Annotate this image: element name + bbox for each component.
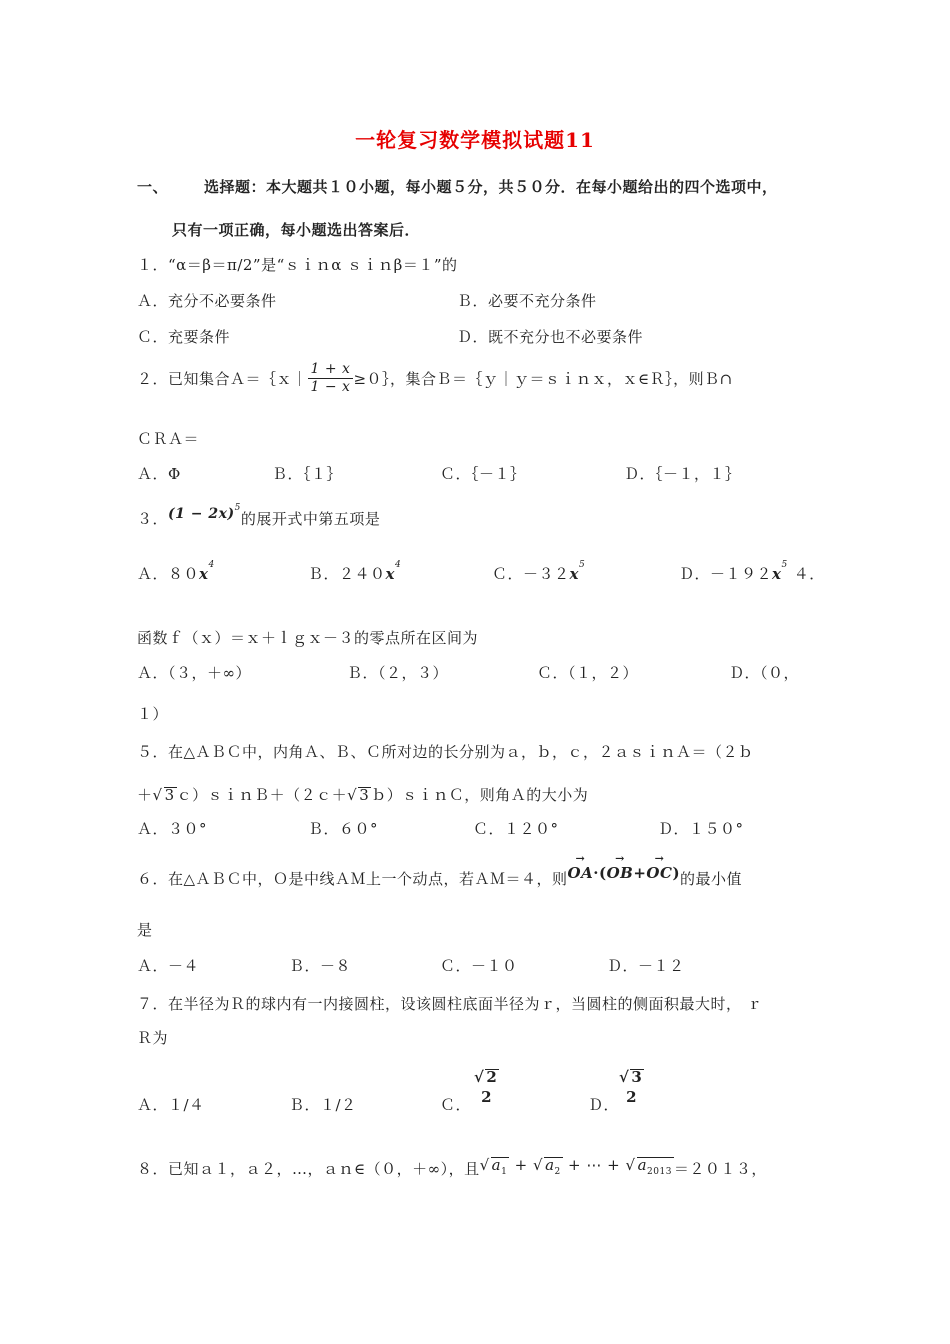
q6-option-b: Ｂ．－８ <box>289 957 352 975</box>
q4-option-d-continued: １） <box>137 705 169 723</box>
q1-option-b: Ｂ．必要不充分条件 <box>457 292 597 310</box>
q5-sqrt-radicand-1: 3 <box>164 786 175 804</box>
sqrt-icon: √ <box>625 1156 636 1174</box>
q7-option-d-label: Ｄ． <box>588 1096 620 1114</box>
q7-stem-line2: Ｒ为 <box>137 1029 169 1047</box>
q8-sum-expression <box>479 1156 674 1177</box>
q6-stem-pre: ６．在△ＡＢＣ中，Ｏ是中线ＡＭ上一个动点，若ＡＭ＝４，则 <box>137 870 568 888</box>
q6-stem-continued: 是 <box>137 921 153 939</box>
q6-stem-post: 的最小值 <box>680 870 743 888</box>
q8-stem <box>137 1158 767 1184</box>
q4-stem: 函数ｆ（ｘ）＝ｘ＋ｌｇｘ－３的零点所在区间为 <box>137 629 479 647</box>
q5-option-a: Ａ．３０° <box>137 820 208 838</box>
q3-option-d <box>679 560 825 584</box>
q5-sqrt-radicand-2: 3 <box>359 786 370 804</box>
q3-option-a-label: Ａ．８０ <box>137 565 200 583</box>
q5-plus: ＋ <box>137 786 153 804</box>
q3-option-d-exp: 5 <box>781 560 788 570</box>
q4-option-b: Ｂ．（２，３） <box>347 664 449 682</box>
q5-option-b: Ｂ．６０° <box>308 820 379 838</box>
q7-option-a: Ａ．１/４ <box>137 1096 205 1114</box>
q8-plus: + <box>514 1156 528 1174</box>
section-instructions-line1: 选择题：本大题共１０小题，每小题５分，共５０分．在每小题给出的四个选项中， <box>204 178 778 196</box>
q3-option-a-var: x <box>199 565 209 583</box>
q3-exponent: 5 <box>234 503 241 513</box>
q2-stem-continued: ＣＲＡ＝ <box>137 430 200 448</box>
q4-option-d: Ｄ．（０， <box>729 664 800 682</box>
q4-number: ４． <box>793 565 825 583</box>
sqrt-icon: √ <box>479 1156 490 1174</box>
page-title: 一轮复习数学模拟试题11 <box>355 128 595 152</box>
q7-c-radicand: 2 <box>486 1068 498 1086</box>
q6-vector-expression <box>568 864 681 882</box>
q2-fraction-denominator: 1 − x <box>310 379 351 395</box>
q7-option-c-value <box>474 1067 499 1107</box>
q6-close: ) <box>672 864 681 882</box>
q6-option-c: Ｃ．－１０ <box>440 957 518 975</box>
q1-option-a: Ａ．充分不必要条件 <box>137 292 277 310</box>
q3-option-a-exp: 4 <box>208 560 215 570</box>
q2-option-b: Ｂ．｛１｝ <box>272 465 343 483</box>
q2-option-d: Ｄ．｛－１，１｝ <box>624 465 741 483</box>
q7-d-radicand: 3 <box>631 1068 643 1086</box>
sqrt-icon: √ <box>474 1068 485 1086</box>
q5-option-d: Ｄ．１５０° <box>658 820 744 838</box>
q1-option-d: Ｄ．既不充分也不必要条件 <box>457 328 644 346</box>
q5-stem-line1: ５．在△ＡＢＣ中，内角Ａ、Ｂ、Ｃ所对边的长分别为ａ，ｂ，ｃ，２ａｓｉｎＡ＝（２ｂ <box>137 743 754 761</box>
q8-term-n-var: a <box>637 1156 648 1174</box>
q4-option-a: Ａ．（３，＋∞） <box>137 664 251 682</box>
q3-option-b-label: Ｂ．２４０ <box>308 565 386 583</box>
q2-option-c: Ｃ．｛－１｝ <box>440 465 526 483</box>
q7-stem-line1: ７．在半径为Ｒ的球内有一内接圆柱，设该圆柱底面半径为ｒ，当圆柱的侧面积最大时， ｒ <box>137 995 763 1013</box>
q7-c-denominator: 2 <box>481 1088 493 1106</box>
q7-option-b: Ｂ．１/２ <box>289 1096 357 1114</box>
q2-fraction-numerator: 1 + x <box>308 361 354 379</box>
q1-stem: １．“α＝β＝π/2”是“ｓｉｎα ｓｉｎβ＝１”的 <box>137 256 458 274</box>
q8-term-2-sub: 2 <box>554 1167 561 1177</box>
q3-stem-post: 的展开式中第五项是 <box>240 510 381 528</box>
q3-option-d-var: x <box>772 565 782 583</box>
q5-option-c: Ｃ．１２０° <box>473 820 559 838</box>
section-instructions-line2: 只有一项正确，每小题选出答案后． <box>172 221 421 239</box>
q3-expression: (1 − 2x) <box>168 506 235 522</box>
q2-stem <box>137 361 733 396</box>
q3-stem <box>137 503 381 529</box>
sqrt-icon: √ <box>533 1156 544 1174</box>
q6-vector-oa: → OA <box>568 864 594 882</box>
q3-option-b-var: x <box>385 565 395 583</box>
q3-option-c <box>492 560 586 584</box>
q3-option-b <box>308 560 402 584</box>
q2-fraction <box>308 361 354 396</box>
q3-option-c-var: x <box>569 565 579 583</box>
q3-option-b-exp: 4 <box>394 560 402 570</box>
q8-term-2 <box>544 1157 563 1180</box>
q6-plus: + <box>633 864 647 882</box>
q8-term-2-var: a <box>545 1156 555 1174</box>
q6-option-a: Ａ．－４ <box>137 957 200 975</box>
q2-stem-post: ≥０｝，集合Ｂ＝｛ｙ｜ｙ＝ｓｉｎｘ，ｘ∈Ｒ｝，则Ｂ∩ <box>353 370 733 388</box>
q8-term-n-sub: 2013 <box>647 1167 672 1177</box>
q6-vector-ob: → OB <box>607 864 634 882</box>
q8-ellipsis: + ⋯ + <box>568 1156 621 1174</box>
section-number: 一、 <box>137 178 169 196</box>
q7-option-c-label: Ｃ． <box>440 1096 472 1114</box>
q5-stem-line2-end: ｂ）ｓｉｎＣ，则角Ａ的大小为 <box>371 786 589 804</box>
q3-stem-pre: ３． <box>137 510 169 528</box>
q6-stem <box>137 864 743 889</box>
q6-dot: ·( <box>593 864 607 882</box>
q8-stem-pre: ８．已知ａ１，ａ２，…，ａｎ∈（０，＋∞），且 <box>137 1160 480 1178</box>
q3-option-d-label: Ｄ．－１９２ <box>679 565 773 583</box>
q7-option-d-value <box>619 1067 644 1107</box>
q4-option-c: Ｃ．（１，２） <box>537 664 639 682</box>
sqrt-icon: √ <box>347 786 358 804</box>
q5-stem-line2-mid: ｃ）ｓｉｎＢ＋（２ｃ＋ <box>176 786 348 804</box>
q8-stem-post: ＝２０１３， <box>673 1160 767 1178</box>
q5-stem-line2 <box>137 784 588 805</box>
sqrt-icon: √ <box>152 786 163 804</box>
q8-term-1-sub: 1 <box>501 1167 508 1177</box>
q8-term-1 <box>491 1157 510 1180</box>
q3-option-c-label: Ｃ．－３２ <box>492 565 570 583</box>
q7-d-denominator: 2 <box>626 1088 638 1106</box>
q3-option-a <box>137 560 215 584</box>
q2-option-a: Ａ．Φ <box>137 465 181 483</box>
q8-term-1-var: a <box>491 1156 502 1174</box>
q2-stem-pre: ２．已知集合Ａ＝｛ｘ｜ <box>137 370 308 388</box>
q1-option-c: Ｃ．充要条件 <box>137 328 231 346</box>
sqrt-icon: √ <box>619 1068 630 1086</box>
q8-term-n <box>637 1157 674 1180</box>
q3-option-c-exp: 5 <box>578 560 586 570</box>
q6-vector-oc: → OC <box>646 864 672 882</box>
q6-option-d: Ｄ．－１２ <box>607 957 685 975</box>
